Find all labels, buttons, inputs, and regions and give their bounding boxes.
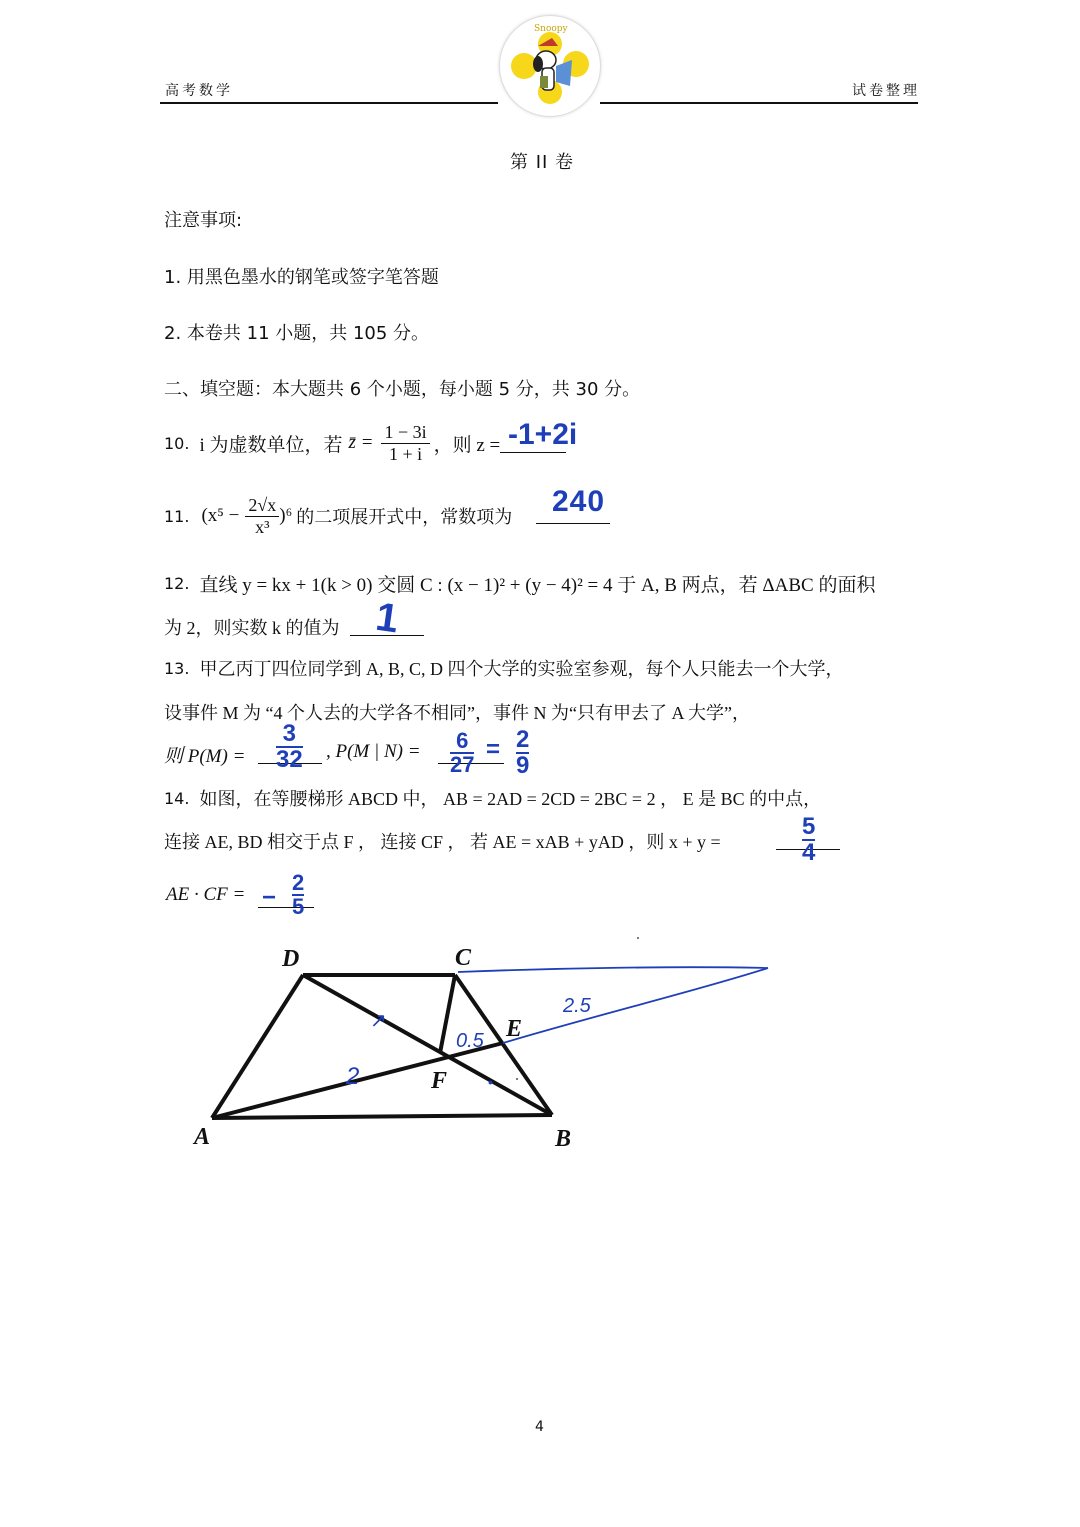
page-title: 第 II 卷 — [510, 152, 575, 173]
logo-text: Snoopy — [534, 24, 568, 34]
note-length-af: 2 — [346, 1063, 360, 1090]
q11-expr-open: (x⁵ − — [201, 505, 240, 526]
q13-ans3-den: 9 — [516, 752, 530, 779]
handwritten-line-top — [458, 967, 768, 972]
q10-text-post: ，则 z = — [433, 434, 501, 456]
notice-item-1: 1. 用黑色墨水的钢笔或签字笔答题 — [164, 267, 439, 288]
q13-line-1: 甲乙丙丁四位同学到 A, B, C, D 四个大学的实验室参观，每个人只能去一个大学， — [199, 659, 844, 679]
q12-line-2: 为 2，则实数 k 的值为 — [164, 618, 340, 638]
q14-ans-dot-den: 5 — [292, 894, 305, 919]
q13-ans1-num: 3 — [282, 720, 297, 747]
q14-number: 14. — [164, 788, 190, 808]
note-length-ext: 2.5 — [563, 995, 591, 1017]
q14-answer-dot-sign: − — [262, 884, 277, 911]
tick-mark-df: ↗ — [370, 1010, 387, 1032]
q11-expr-close: )⁶ — [279, 505, 293, 526]
tick-mark-fb: • — [488, 1074, 493, 1090]
q12-number: 12. — [164, 574, 190, 593]
q14-line-1: 如图，在等腰梯形 ABCD 中， AB = 2AD = 2CD = 2BC = 2 ， E 是 BC 的中点， — [199, 789, 822, 809]
q11-frac-num: 2√x — [245, 495, 279, 517]
label-a: A — [194, 1124, 211, 1150]
q10-answer: -1+2i — [508, 418, 578, 451]
q10-frac-num: 1 − 3i — [381, 422, 429, 444]
note-length-fe: 0.5 — [456, 1030, 484, 1052]
q11-frac-den: x³ — [255, 516, 270, 537]
q14-line-3: AE · CF = — [166, 884, 246, 905]
q14-line-2: 连接 AE, BD 相交于点 F ， 连接 CF ， 若 AE = xAB + yAD ，则 x + y = — [164, 832, 721, 852]
segment-db — [303, 975, 552, 1115]
label-d: D — [282, 946, 300, 972]
q10-number: 10. — [164, 433, 190, 453]
section-heading: 二、填空题：本大题共 6 个小题，每小题 5 分，共 30 分。 — [164, 379, 641, 400]
q14-ans-xy-den: 4 — [802, 839, 816, 866]
segment-ab — [212, 1115, 552, 1118]
label-f: F — [431, 1068, 448, 1094]
q13-ans1-den: 32 — [276, 746, 303, 773]
q13-ans2-den: 27 — [450, 752, 475, 777]
q11-text: 的二项展开式中，常数项为 — [296, 507, 513, 527]
notice-item-2: 2. 本卷共 11 小题，共 105 分。 — [164, 323, 430, 344]
label-b: B — [555, 1126, 572, 1152]
q11-number: 11. — [164, 506, 190, 526]
q14-ans-dot-num: 2 — [292, 870, 305, 895]
q13-number: 13. — [164, 658, 190, 678]
q11-answer: 240 — [552, 485, 606, 518]
notice-heading: 注意事项: — [164, 210, 243, 231]
q12-line-1: 直线 y = kx + 1(k > 0) 交圆 C : (x − 1)² + (y − 4)² = 4 于 A, B 两点，若 ΔABC 的面积 — [199, 575, 876, 596]
q10-text-pre: i 为虚数单位，若 — [199, 434, 343, 456]
q13-line-2: 设事件 M 为 “4 个人去的大学各不相同”，事件 N 为“只有甲去了 A 大学”， — [164, 703, 750, 723]
header-right-text: 试卷整理 — [852, 83, 920, 99]
label-e: E — [506, 1016, 523, 1042]
q13-pm: 则 P(M) = — [164, 746, 246, 767]
q12-answer: 1 — [373, 594, 402, 642]
q13-ans2-num: 6 — [456, 728, 469, 753]
q13-ans3-num: 2 — [516, 726, 530, 753]
header-left-text: 高考数学 — [165, 83, 233, 99]
q13-answer-eq: = — [486, 736, 501, 763]
q14-ans-xy-num: 5 — [802, 813, 816, 840]
segment-cf — [440, 975, 455, 1053]
q10-zbar: z̄ = — [348, 432, 374, 453]
label-c: C — [455, 945, 472, 971]
q10-frac-den: 1 + i — [388, 443, 423, 464]
page-number: 4 — [535, 1419, 544, 1435]
handwritten-line-extend — [503, 968, 768, 1043]
q13-pmn: , P(M | N) = — [326, 741, 421, 762]
